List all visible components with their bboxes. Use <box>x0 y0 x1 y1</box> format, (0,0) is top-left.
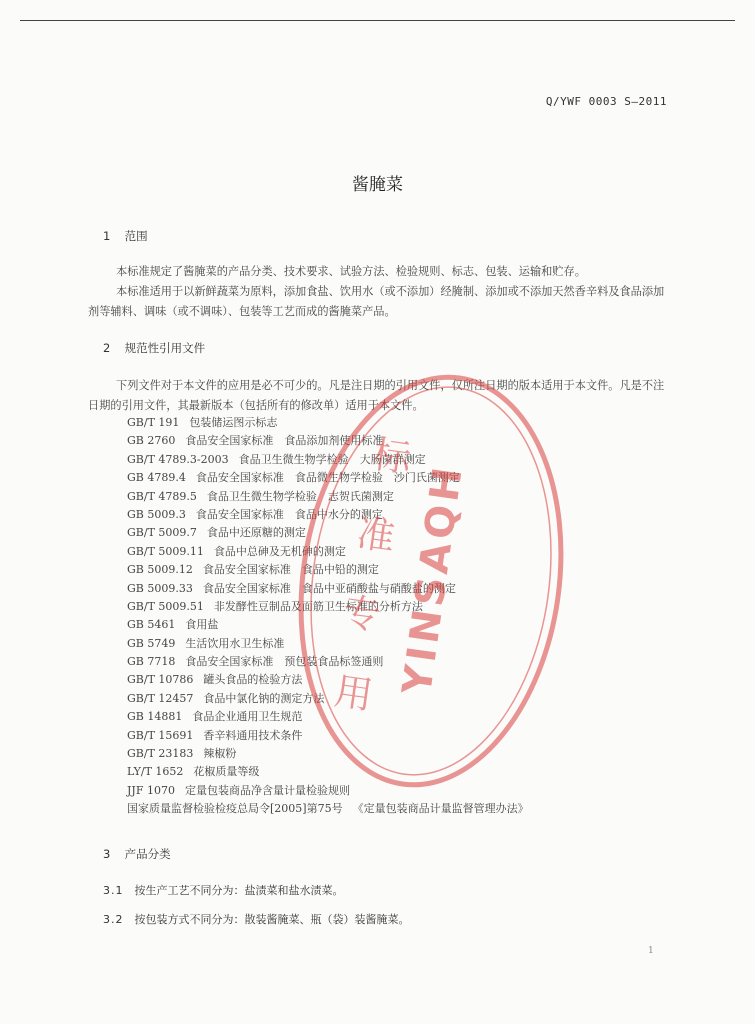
scope-paragraph-2: 本标准适用于以新鲜蔬菜为原料，添加食盐、饮用水（或不添加）经腌制、添加或不添加天然香辛料及食品添加剂等辅料、调味（或不调味）、包装等工艺而成的酱腌菜产品。 <box>88 285 665 318</box>
reference-code: LY/T 1652 <box>127 765 184 779</box>
reference-title: 食品卫生微生物学检验 大肠菌群测定 <box>238 452 426 466</box>
reference-code: GB/T 5009.51 <box>127 599 204 613</box>
reference-item <box>127 432 529 450</box>
reference-item <box>127 800 529 818</box>
reference-code: GB/T 10786 <box>127 673 194 687</box>
section-title: 范围 <box>124 229 148 243</box>
reference-item <box>127 580 529 598</box>
reference-title: 辣椒粉 <box>203 747 237 761</box>
reference-title: 食品企业通用卫生规范 <box>192 710 303 724</box>
reference-code: GB 4789.4 <box>127 471 186 485</box>
page-title: 酱腌菜 <box>352 175 403 195</box>
section-1-heading <box>103 228 148 244</box>
reference-item <box>127 524 529 542</box>
reference-title: 生活饮用水卫生标准 <box>185 636 285 650</box>
reference-code: GB/T 15691 <box>127 728 194 742</box>
classification-item <box>103 882 344 898</box>
reference-item <box>127 653 529 671</box>
svg-text:准: 准 <box>354 510 398 560</box>
reference-title: 包装储运图示标志 <box>189 416 278 429</box>
reference-code: GB/T 5009.7 <box>127 526 197 540</box>
refs-intro: 下列文件对于本文件的应用是必不可少的。凡是注日期的引用文件，仅所注日期的版本适用于本文件。凡是不注日期的引用文件，其最新版本（包括所有的修改单）适用于本文件。 <box>88 379 665 412</box>
reference-code: GB 2760 <box>127 434 176 448</box>
section-title: 规范性引用文件 <box>124 341 206 355</box>
reference-item <box>127 727 529 745</box>
reference-title: 花椒质量等级 <box>193 765 260 779</box>
reference-title: 食品卫生微生物学检验 志贺氏菌测定 <box>206 489 394 503</box>
reference-code: GB/T 12457 <box>127 691 194 705</box>
svg-text:标: 标 <box>370 431 414 481</box>
reference-item <box>127 451 529 469</box>
reference-code: GB 5461 <box>127 618 176 632</box>
reference-code: GB 14881 <box>127 710 183 724</box>
section-3-heading <box>103 846 171 862</box>
reference-title: 食品安全国家标准 食品中铅的测定 <box>202 563 379 577</box>
reference-title: 食用盐 <box>185 618 219 632</box>
reference-code: GB/T 4789.5 <box>127 489 197 503</box>
reference-item <box>127 690 529 708</box>
section-2-heading <box>103 340 205 356</box>
clause-number: 3.1 <box>103 884 124 897</box>
scope-paragraphs <box>88 262 668 322</box>
reference-item <box>127 635 529 653</box>
reference-code: JJF 1070 <box>127 783 175 797</box>
svg-text:用: 用 <box>331 668 376 718</box>
reference-title: 食品中还原糖的测定 <box>206 526 306 540</box>
classification-item <box>103 911 410 927</box>
reference-item <box>127 543 529 561</box>
section-title: 产品分类 <box>124 847 171 861</box>
reference-item <box>127 782 529 800</box>
reference-code: GB 5009.12 <box>127 563 193 577</box>
reference-item <box>127 745 529 763</box>
reference-title: 食品安全国家标准 食品中亚硝酸盐与硝酸盐的测定 <box>202 581 456 595</box>
reference-code: GB/T 4789.3-2003 <box>127 452 229 466</box>
reference-code: GB 5749 <box>127 636 176 650</box>
reference-title: 食品安全国家标准 食品添加剂使用标准 <box>185 434 384 448</box>
reference-code: GB/T 5009.11 <box>127 544 204 558</box>
reference-code: GB/T 191 <box>127 416 180 429</box>
clause-text: 按生产工艺不同分为：盐渍菜和盐水渍菜。 <box>134 884 344 897</box>
reference-code: GB 7718 <box>127 655 176 669</box>
reference-code: GB/T 23183 <box>127 747 194 761</box>
reference-title: 罐头食品的检验方法 <box>203 673 303 687</box>
reference-item <box>127 469 529 487</box>
scope-paragraph-1: 本标准规定了酱腌菜的产品分类、技术要求、试验方法、检验规则、标志、包装、运输和贮存。 <box>116 265 586 278</box>
refs-intro-paragraph <box>88 376 668 416</box>
reference-list <box>127 414 529 819</box>
section-number: 1 <box>103 229 111 243</box>
reference-title: 食品安全国家标准 食品中水分的测定 <box>195 507 383 521</box>
section-number: 3 <box>103 847 111 861</box>
svg-text:YINSAQH: YINSAQH <box>394 460 473 698</box>
reference-code: GB 5009.33 <box>127 581 193 595</box>
reference-code: GB 5009.3 <box>127 507 186 521</box>
reference-item <box>127 708 529 726</box>
svg-text:专: 专 <box>339 589 384 639</box>
header-rule <box>20 20 735 21</box>
section-number: 2 <box>103 341 111 355</box>
document-number: Q/YWF 0003 S—2011 <box>545 95 667 108</box>
reference-title: 食品中氯化钠的测定方法 <box>203 691 325 705</box>
clause-text: 按包装方式不同分为：散装酱腌菜、瓶（袋）装酱腌菜。 <box>134 913 410 926</box>
reference-title: 《定量包装商品计量监督管理办法》 <box>352 802 529 816</box>
reference-item <box>127 671 529 689</box>
reference-title: 定量包装商品净含量计量检验规则 <box>184 783 350 797</box>
reference-title: 非发酵性豆制品及面筋卫生标准的分析方法 <box>213 599 423 613</box>
page-number: 1 <box>648 946 654 956</box>
reference-item <box>127 414 529 432</box>
reference-title: 食品安全国家标准 预包装食品标签通则 <box>185 655 384 669</box>
reference-item <box>127 763 529 781</box>
reference-item <box>127 561 529 579</box>
reference-item <box>127 616 529 634</box>
reference-code: 国家质量监督检验检疫总局令[2005]第75号 <box>127 802 343 816</box>
reference-title: 香辛料通用技术条件 <box>203 728 303 742</box>
reference-item <box>127 598 529 616</box>
clause-number: 3.2 <box>103 913 124 926</box>
reference-item <box>127 506 529 524</box>
reference-item <box>127 488 529 506</box>
reference-title: 食品安全国家标准 食品微生物学检验 沙门氏菌测定 <box>195 471 460 485</box>
reference-title: 食品中总砷及无机砷的测定 <box>213 544 346 558</box>
